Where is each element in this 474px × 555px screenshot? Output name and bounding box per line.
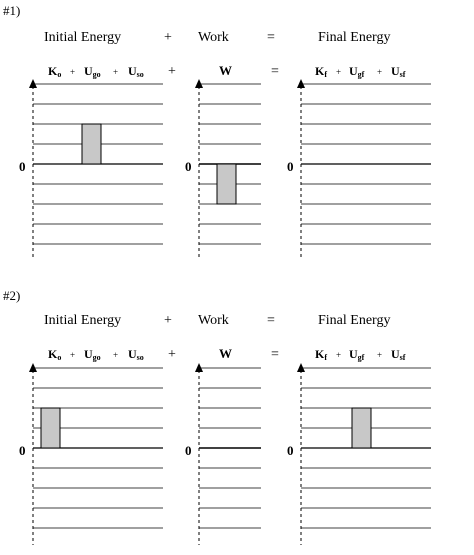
- problem-2-label: #2): [3, 288, 21, 303]
- problem-1-op-1: +: [70, 67, 76, 77]
- problem-2-zero-initial: 0: [19, 443, 26, 458]
- problem-2-axis-work: [195, 363, 203, 545]
- problem-1-label-W: W: [219, 63, 232, 78]
- problem-1-grid-final: [301, 84, 431, 244]
- energy-bar-initial-0: [82, 124, 101, 164]
- problem-1-heading-plus: +: [164, 30, 172, 45]
- energy-bar-initial-0: [41, 408, 60, 448]
- problem-2-label-Ug-final: Ugf: [349, 347, 365, 362]
- problem-2-op-3: +: [336, 350, 342, 360]
- problem-2-chart-plus: +: [168, 347, 176, 362]
- problem-1-label-K-initial: Ko: [48, 64, 62, 79]
- problem-2-grid-work: [199, 368, 261, 528]
- problem-1-label-Us-initial: Uso: [128, 64, 144, 79]
- problem-2-label-K-initial: Ko: [48, 347, 62, 362]
- problem-1-label-Ug-initial: Ugo: [84, 64, 101, 79]
- problem-1-axis-final: [297, 79, 305, 258]
- problem-1-chart-equals: =: [271, 64, 279, 79]
- problem-1-chart-plus: +: [168, 64, 176, 79]
- problem-2-label-Ug-initial: Ugo: [84, 347, 101, 362]
- problem-1-heading-final: Final Energy: [318, 30, 391, 45]
- problem-2-heading-plus: +: [164, 313, 172, 328]
- energy-bar-final-1: [352, 408, 371, 448]
- problem-1-op-4: +: [377, 67, 383, 77]
- problem-2-heading-final: Final Energy: [318, 313, 391, 328]
- problem-1-heading-initial: Initial Energy: [44, 30, 122, 45]
- problem-2-op-1: +: [70, 350, 76, 360]
- problem-2-zero-final: 0: [287, 443, 294, 458]
- problem-2-zero-work: 0: [185, 443, 192, 458]
- problem-2-label-K-final: Kf: [315, 347, 328, 362]
- problem-2-axis-initial: [29, 363, 37, 545]
- problem-1-zero-final: 0: [287, 159, 294, 174]
- problem-2: [3, 288, 431, 545]
- problem-1-label: #1): [3, 3, 21, 18]
- problem-1-label-K-final: Kf: [315, 64, 328, 79]
- problem-2-label-W: W: [219, 346, 232, 361]
- problem-2-heading-work: Work: [198, 313, 229, 328]
- problem-2-label-Us-final: Usf: [391, 347, 406, 362]
- problem-1-op-3: +: [336, 67, 342, 77]
- problem-1-label-Ug-final: Ugf: [349, 64, 365, 79]
- problem-1: [3, 3, 431, 258]
- problem-1-axis-work: [195, 79, 203, 258]
- problem-2-heading-initial: Initial Energy: [44, 313, 122, 328]
- problem-2-axis-final: [297, 363, 305, 545]
- problem-1-axis-initial: [29, 79, 37, 258]
- problem-1-label-Us-final: Usf: [391, 64, 406, 79]
- problem-2-op-4: +: [377, 350, 383, 360]
- problem-1-zero-work: 0: [185, 159, 192, 174]
- energy-bar-work-1: [217, 164, 236, 204]
- problem-1-heading-equals: =: [267, 30, 275, 45]
- problem-1-op-2: +: [113, 67, 119, 77]
- problem-2-label-Us-initial: Uso: [128, 347, 144, 362]
- problem-1-heading-work: Work: [198, 30, 229, 45]
- problem-2-heading-equals: =: [267, 313, 275, 328]
- problem-2-op-2: +: [113, 350, 119, 360]
- problem-1-zero-initial: 0: [19, 159, 26, 174]
- problem-2-chart-equals: =: [271, 347, 279, 362]
